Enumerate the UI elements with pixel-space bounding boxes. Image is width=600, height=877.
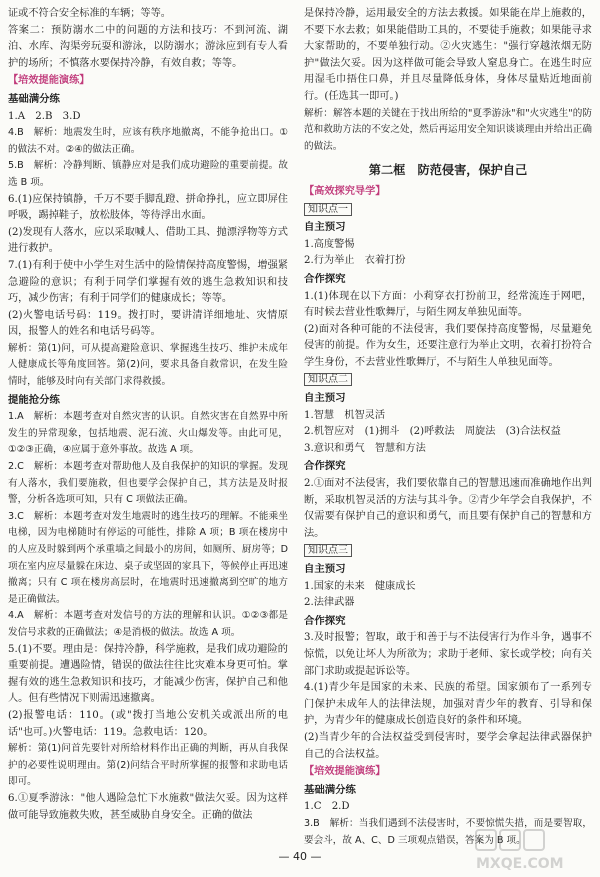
knowledge-point-label: 知识点一 <box>304 203 352 216</box>
paragraph: 解析：第(1)问首先要针对所给材料作出正确的判断，再从自我保护的必要性说明理由。第(2)问结合平时所掌握的报警和求助电话即可。 <box>8 743 288 788</box>
paragraph: 1.C 2.D <box>304 801 350 813</box>
subheading: 自主预习 <box>304 392 346 405</box>
subheading: 自主预习 <box>304 563 346 575</box>
knowledge-point-box <box>304 543 592 560</box>
paragraph: 1.A 解析：本题考查对自然灾害的认识。自然灾害在自然界中所发生的异常现象，包括地震、泥石流、火山爆发等。由此可见，①②③正确，④应属于意外事故。故选 A 项。 <box>8 411 288 456</box>
subheading: 合作探究 <box>304 272 346 285</box>
paragraph: 2.机智应对 (1)拥斗 (2)呼救法 周旋法 (3)合法权益 <box>304 426 561 438</box>
section-tag: 【高效探究导学】 <box>304 185 386 197</box>
paragraph: 3.B 解析：当我们遇到不法侵害时，不要惊慌失措，而是要智取，要会斗，故 A、C、D 三项观点错误，答案为 B 项。 <box>304 817 592 846</box>
paragraph: (2)发现有人落水，应以采取喊人、借助工具、抛漂浮物等方式进行救护。 <box>8 226 288 255</box>
subheading: 基础满分练 <box>304 783 356 796</box>
paragraph: 7.(1)有利于使中小学生对生活中的险情保持高度警惕，增强紧急避险的意识；有利于同学们掌握有效的逃生急救知识和技巧，减少伤害；有利于同学们的健康成长；等等。 <box>8 259 288 305</box>
subheading: 合作探究 <box>304 614 346 627</box>
paragraph: 3.意识和勇气 智慧和方法 <box>304 442 426 454</box>
subheading: 自主预习 <box>304 221 346 234</box>
paragraph: 解析：第(1)问，可从提高避险意识、掌握逃生技巧、维护未成年人健康成长等角度回答。第(2)问，要求具备自救常识，在发生险情时，能够及时向有关部门求得救援。 <box>8 342 288 388</box>
subheading: 提能抢分练 <box>8 393 60 406</box>
watermark-text: MXQE.COM <box>476 856 564 872</box>
section-tag: 【培效提能演练】 <box>304 766 386 778</box>
paragraph: 2.行为举止 衣着打扮 <box>304 255 406 267</box>
subheading: 基础满分练 <box>8 92 60 105</box>
paragraph: 4.(1)青少年是国家的未来、民族的希望。国家颁布了一系列专门保护未成年人的法律法规，加强对青少年的教育、引导和保护，为青少年的健康成长创造良好的条件和环境。 <box>304 682 592 727</box>
paragraph: 3.及时报警；智取，敢于和善于与不法侵害行为作斗争，遇事不惊慌，以免让坏人为所欲为；求助于老师、家长或学校；向有关部门求助或提起诉讼等。 <box>304 632 592 677</box>
paragraph: (2)火警电话号码：119。拨打时，要讲清详细地址、灾情原因，报警人的姓名和电话号码等。 <box>8 309 288 338</box>
paragraph: 1.(1)体现在以下方面：小莉穿衣打扮前卫，经常流连于网吧，有时候去营业性歌舞厅，与陌生网友单独见面等。 <box>304 290 592 319</box>
section-title: 第二框 防范侵害，保护自己 <box>368 163 528 178</box>
paragraph: 1.国家的未来 健康成长 <box>304 580 416 592</box>
paragraph: 1.高度警惕 <box>304 238 355 250</box>
paragraph: 答案二：预防溺水二中的问题的方法和技巧：不到河流、湖泊、水库、沟渠旁玩耍和游泳，以防溺水；游泳应到有专人看护的场所；不慎落水要保持冷静，有效自救；等等。 <box>8 24 288 69</box>
watermark-logo <box>474 828 594 874</box>
knowledge-point-label: 知识点三 <box>304 544 352 557</box>
paragraph: 5.(1)不要。理由是：保持冷静，科学施救，是我们成功避险的重要前提。遭遇险情，错误的做法往往比灾难本身更可怕。掌握有效的逃生急救知识和技巧，才能减少伤害，保护自己和他人。但有些情况下则需迅速撤离。 <box>8 643 288 705</box>
paragraph: (2)面对各种可能的不法侵害，我们要保持高度警惕，尽量避免侵害的前提。作为女生，还要注意行为举止文明，衣着打扮符合学生身份，不去营业性歌舞厅，不与陌生人单独见面等。 <box>304 323 592 368</box>
right-column <box>304 6 592 849</box>
paragraph: (2)报警电话：110。(或"拨打当地公安机关或派出所的电话"也可。)火警电话：119。急救电话：120。 <box>8 709 288 738</box>
knowledge-point-label: 知识点二 <box>304 373 352 386</box>
paragraph: 2.法律武器 <box>304 597 355 609</box>
section-tag: 【培效提能演练】 <box>8 75 90 87</box>
paragraph: 6.①夏季游泳："他人遇险急忙下水施救"做法欠妥。因为这样做可能导致施救失败，甚至威胁自身安全。正确的做法 <box>8 792 288 821</box>
knowledge-point-box <box>304 372 592 389</box>
subheading: 合作探究 <box>304 460 346 473</box>
paragraph: 5.B 解析：冷静判断、镇静应对是我们成功避险的重要前提。故选 B 项。 <box>8 160 288 188</box>
paragraph: 是保持冷静，运用最安全的方法去救援。如果能在岸上施救的，不要下水去救；如果能借助工具的，不要徒手施救；如果能寻求大家帮助的，不要单独行动。②火灾逃生："强行穿越浓烟无防护"做法欠妥。因为这样做可能会导致人窒息身亡。在逃生时应用湿毛巾捂住口鼻，并且尽量降低身体，身体尽量贴近地面前行。(任选其一即可。) <box>304 8 592 102</box>
paragraph: 2.C 解析：本题考查对帮助他人及自我保护的知识的掌握。发现有人落水，我们要施救，但也要学会保护自己，其方法是及时报警，分析各选项可知，只有 C 项做法正确。 <box>8 461 288 506</box>
paragraph: 2.①面对不法侵害，我们要依靠自己的智慧迅速而准确地作出判断，采取机智灵活的方法与其斗争。②青少年学会自我保护，不仅需要有保护自己的意识和勇气，而且要有保护自己的智慧和方法。 <box>304 478 592 539</box>
paragraph: 证或不符合安全标准的车辆；等等。 <box>8 8 171 19</box>
page-number: — 40 — <box>278 850 322 863</box>
paragraph: 解析：解答本题的关键在于找出所给的"夏季游泳"和"火灾逃生"的防范和救助方法的不安之处，然后再运用安全知识谈谈理由并给出正确的做法。 <box>304 107 592 152</box>
paragraph: 1.A 2.B 3.D <box>8 110 81 122</box>
paragraph: 4.B 解析：地震发生时，应该有秩序地撤离，不能争抢出口。①的做法不对。②④的做法正确。 <box>8 127 288 155</box>
left-column <box>8 6 288 824</box>
knowledge-point-box <box>304 202 592 219</box>
paragraph: 4.A 解析：本题考查对发信号的方法的理解和认识。①②③都是发信号求救的正确做法；④是消极的做法。故选 A 项。 <box>8 610 288 638</box>
paragraph: 1.智慧 机智灵活 <box>304 409 386 421</box>
paragraph: 6.(1)应保持镇静，千万不要手脚乱蹬、拼命挣扎，应立即屏住呼吸，踢掉鞋子，放松肢体，等待浮出水面。 <box>8 193 288 222</box>
paragraph: 3.C 解析：本题考查对发生地震时的逃生技巧的理解。不能乘坐电梯，因为电梯随时有停运的可能性，排除 A 项；B 项在楼房中的人应及时躲到两个承重墙之间最小的房间，如厕所、厨房等；D 项在室内应尽量躲在床边、桌子或坚固的家具下，等候停止再迅速撤离；只有 C 项在楼房高层时，在地震时迅速撤离到空旷的地方是正确做法。 <box>8 510 288 605</box>
paragraph: (2)当青少年的合法权益受到侵害时，要学会拿起法律武器保护自己的合法权益。 <box>304 731 592 760</box>
